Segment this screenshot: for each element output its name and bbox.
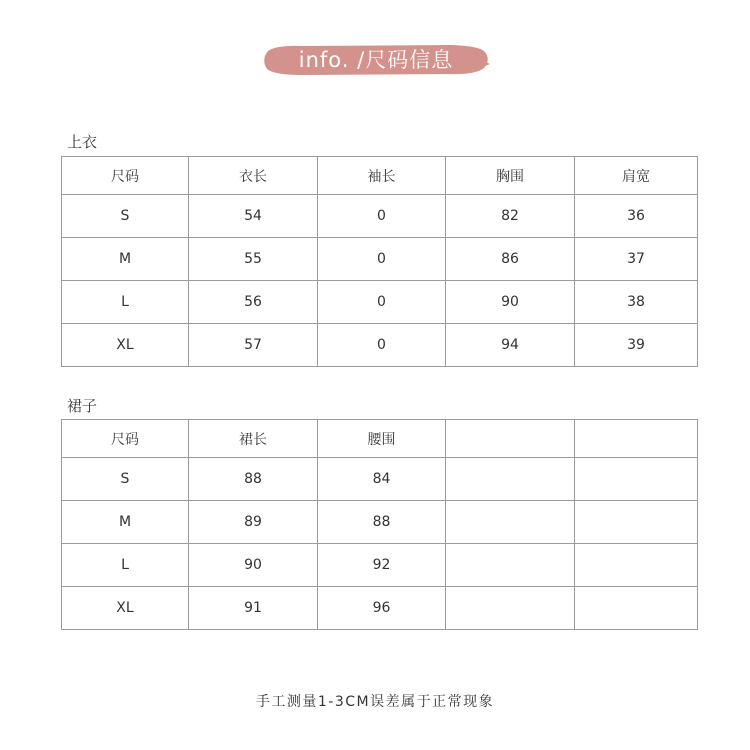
- value-cell: [574, 544, 697, 587]
- value-cell: 0: [317, 238, 445, 281]
- value-cell: 86: [445, 238, 574, 281]
- value-cell: 0: [317, 195, 445, 238]
- value-cell: 84: [317, 458, 445, 501]
- value-cell: 89: [188, 501, 317, 544]
- value-cell: 92: [317, 544, 445, 587]
- size-cell: M: [62, 501, 189, 544]
- value-cell: [445, 501, 574, 544]
- size-cell: S: [62, 195, 189, 238]
- header-cell: 胸围: [445, 157, 574, 195]
- value-cell: 56: [188, 281, 317, 324]
- size-cell: L: [62, 544, 189, 587]
- header-cell: 衣长: [188, 157, 317, 195]
- table-row: [62, 501, 698, 544]
- value-cell: 57: [188, 324, 317, 367]
- value-cell: 90: [445, 281, 574, 324]
- value-cell: 88: [317, 501, 445, 544]
- header-cell: 尺码: [62, 420, 189, 458]
- table-row: [62, 195, 698, 238]
- top-section-title: 上衣: [67, 133, 98, 151]
- table-row: [62, 458, 698, 501]
- value-cell: 0: [317, 281, 445, 324]
- skirt-size-table: [61, 419, 698, 630]
- header-cell: 腰围: [317, 420, 445, 458]
- value-cell: [445, 587, 574, 630]
- value-cell: 91: [188, 587, 317, 630]
- value-cell: 39: [574, 324, 697, 367]
- header-cell: 袖长: [317, 157, 445, 195]
- value-cell: 96: [317, 587, 445, 630]
- value-cell: 94: [445, 324, 574, 367]
- value-cell: [574, 501, 697, 544]
- header-cell: 裙长: [188, 420, 317, 458]
- badge-title: info. /尺码信息: [298, 48, 454, 72]
- table-header-row: [62, 157, 698, 195]
- header-cell: 尺码: [62, 157, 189, 195]
- size-cell: S: [62, 458, 189, 501]
- value-cell: [445, 544, 574, 587]
- table-row: [62, 238, 698, 281]
- measurement-note: 手工测量1-3CM误差属于正常现象: [255, 694, 495, 710]
- table-row: [62, 281, 698, 324]
- value-cell: 36: [574, 195, 697, 238]
- value-cell: [574, 587, 697, 630]
- size-cell: XL: [62, 324, 189, 367]
- header-cell: [574, 420, 697, 458]
- value-cell: 37: [574, 238, 697, 281]
- value-cell: 82: [445, 195, 574, 238]
- size-cell: M: [62, 238, 189, 281]
- table-row: [62, 544, 698, 587]
- top-size-table: [61, 156, 698, 367]
- size-cell: XL: [62, 587, 189, 630]
- table-row: [62, 587, 698, 630]
- skirt-section-title: 裙子: [67, 397, 98, 415]
- size-cell: L: [62, 281, 189, 324]
- table-header-row: [62, 420, 698, 458]
- value-cell: 88: [188, 458, 317, 501]
- value-cell: 55: [188, 238, 317, 281]
- section-badge: [262, 42, 490, 78]
- header-cell: [445, 420, 574, 458]
- value-cell: 0: [317, 324, 445, 367]
- value-cell: 54: [188, 195, 317, 238]
- table-row: [62, 324, 698, 367]
- value-cell: [445, 458, 574, 501]
- header-cell: 肩宽: [574, 157, 697, 195]
- value-cell: 90: [188, 544, 317, 587]
- value-cell: 38: [574, 281, 697, 324]
- value-cell: [574, 458, 697, 501]
